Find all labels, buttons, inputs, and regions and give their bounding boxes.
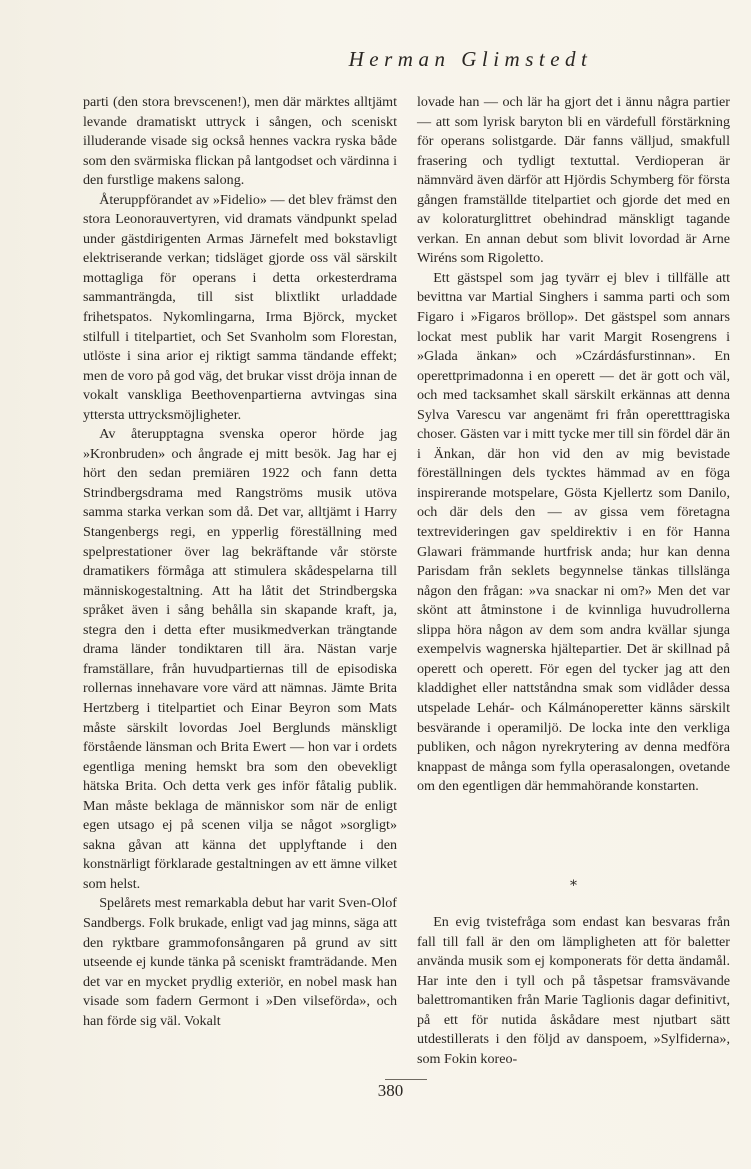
left-column xyxy=(83,93,397,1031)
paragraph: Av återupptagna svenska operor hörde jag »Kronbruden» och ångrade ej mitt besök. Jag har ej hört den sedan premiären 1922 och fann detta Strindbergsdrama med Rangströms musik utöva samma starka verkan som då. Det var, alltjämt i Harry Stangenbergs regi, en ypperlig föreställning med spelprestationer över lag bekräftande vår störste dramatikers förmåga att stimulera skådespelarna till människogestaltning. Att ha låtit det Strindbergska språket även i sång behålla sin skapande kraft, ja, stegra den i detta efter musikmedverkan trängtande drama länder tondiktaren till ära. Nästan varje framställare, från huvudpartiernas till de episodiska rollernas innehavare vore värd att nämnas. Jämte Brita Hertzberg i titelpartiet och Einar Beyron som Mats måste särskilt lovordas Joel Berglunds mänskligt förstående länsman och Brita Ewert — hon var i ordets egentliga mening hemskt bra som den obevekligt hätska Brita. Och detta verk ges inför fåtalig publik. Man måste beklaga de människor som när de enligt egen utsago ej på scenen vilja se något »sorgligt» sakna gåvan att känna det upplyftande i den konstnärligt förklarade gestaltningen av ett ämne vilket som helst. xyxy=(83,426,397,892)
running-head: Herman Glimstedt xyxy=(348,47,593,71)
paragraph: Spelårets mest remarkabla debut har varit Sven-Olof Sandbergs. Folk brukade, enligt vad jag minns, säga att den ryktbare grammofonsångaren på grund av sitt utseende ej kunde tänka på sceniskt framträdande. Men det var en mycket prydlig exteriör, en nobel mask han visade som fadern Germont i »Den vilseförda», och han förde sig väl. Vokalt xyxy=(83,895,397,1029)
paragraph: Ett gästspel som jag tyvärr ej blev i tillfälle att bevittna var Martial Singhers i samma parti och som Figaro i »Figaros bröllop». Det gästspel som annars lockat mest publik har varit Margit Rosengrens i »Glada änkan» och »Czárdásfurstinnan». En operettprimadonna i en operett — det är gott och väl, och med tacksamhet skall särskilt erkännas att denna Sylva Varescu var angenämt fri från operetttragiska choser. Gästen var i mitt tycke mer till sin fördel där än i Änkan, där hon vid den av mig bevistade föreställningen dels tycktes hämmad av en föga inspirerande motspelare, Gösta Kjellertz som Danilo, och där dels den — av gissa vem företagna textrevideringen gav speldirektiv i en för Hanna Glawari främmande hurtfrisk anda; hur kan denna Parisdam från seklets begynnelse tänkas tillslänga någon den frågan: »va snackar ni om?» Men det var skönt att åtminstone i de kvinnliga huvudrollerna slippa höra någon av dem som andra kvällar sjunga exempelvis wagnerska hjältepartier. Det är skillnad på operett och operett. För egen del tycker jag att den kladdighet eller nattståndna smak som vidlåder dessa utspelade Lehár- och Kálmánoperetter känns särskilt besvärande i operamiljö. De locka inte den verkliga publiken, och någon nyrekrytering av denna medföra knappast de många som fylla operasalongen, ovetande om den egentligen där hemmahörande konstarten. xyxy=(417,269,730,795)
right-column-section-2 xyxy=(417,913,730,1069)
paragraph: En evig tvistefråga som endast kan besvaras från fall till fall är den om lämpligheten att för baletter använda musik som ej komponerats för detta ändamål. Har inte den i tyll och på tåspetsar framsvävande balettromantiken från Marie Taglionis dagar definitivt, på ett för nutida åskådare mest njutbart sätt utdestillerats i den följd av danspoem, »Sylfiderna», som Fokin koreo- xyxy=(417,914,730,1067)
page-number: 380 xyxy=(377,1081,404,1100)
paragraph: Återuppförandet av »Fidelio» — det blev främst den stora Leonorauvertyren, vid dramats vändpunkt spelad under gästdirigenten Armas Järnefelt med bokstavligt elektriserande verkan; tidsläget gjorde oss väl särskilt mottagliga för operans i detta orkesterdrama sammanträngda, till sist blixtlikt urladdade frihetspatos. Nykomlingarna, Irma Björck, mycket stilfull i titelpartiet, och Set Svanholm som Florestan, utlöste i sina arior ej riktigt samma tändande effekt; men de voro på god väg, det brukar visst dröja innan de vokalt vanskliga Beethovenpartierna avtvingas sina yttersta uttrycksmöjligheter. xyxy=(83,191,397,423)
folio-rule xyxy=(385,1079,427,1080)
paragraph: lovade han — och lär ha gjort det i ännu några partier — att som lyrisk baryton bli en värdefull förstärkning för operans solistgarde. Där fanns välljud, smakfull frasering och tydligt textuttal. Verdioperan är nämnvärd även därför att Hjördis Schymberg för första gången framställde titelpartiet och gjorde det med en av koloraturglittret obehindrad mänskligt tagande verkan. En annan debut som blivit lovordad är Arne Wiréns som Rigoletto. xyxy=(417,94,730,267)
right-column xyxy=(417,93,730,797)
section-divider: * xyxy=(570,878,577,894)
paragraph: parti (den stora brevscenen!), men där märktes alltjämt levande dramatiskt uttryck i sången, och sceniskt illuderande visade sig också hennes vackra ryska både som den svärmiska flickan på lantgodset och värdinna i den furstlige makens salong. xyxy=(83,94,397,189)
